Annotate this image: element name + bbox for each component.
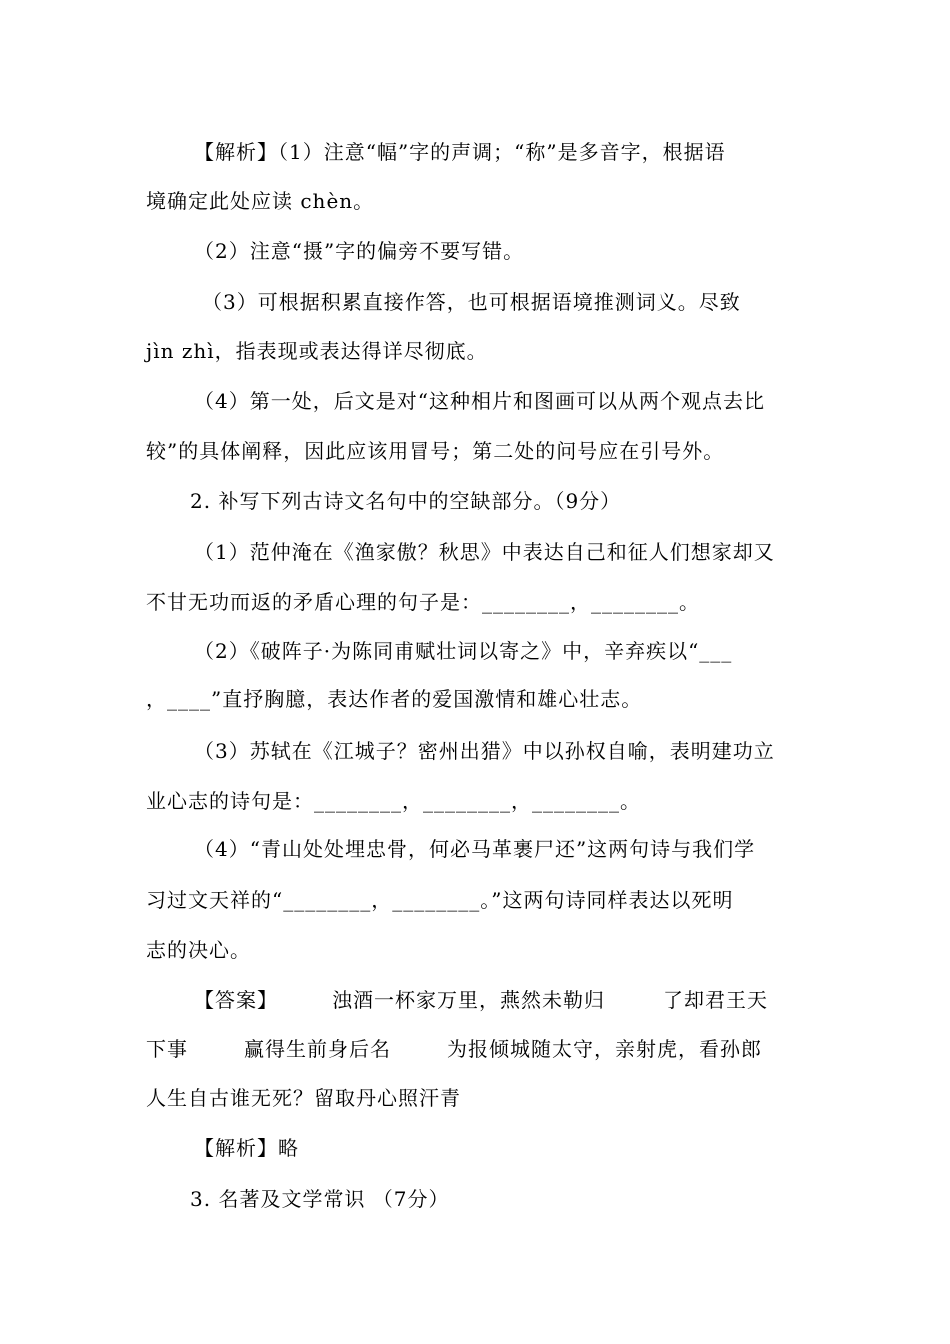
- analysis-q1-item2: （2）注意“摄”字的偏旁不要写错。: [194, 239, 525, 263]
- answer-part-e: 为报倾城随太守，亲射虎，看孙郎: [447, 1037, 762, 1061]
- q2-item4-line2: 习过文天祥的“________，________。”这两句诗同样表达以死明: [146, 888, 734, 912]
- analysis-q1-item4-line1: （4）第一处，后文是对“这种相片和图画可以从两个观点去比: [194, 389, 765, 413]
- q2-analysis: 【解析】略: [194, 1136, 299, 1160]
- q2-item4-line3: 志的决心。: [146, 938, 251, 962]
- answer-label: 【答案】: [194, 988, 278, 1012]
- question3-title: 3. 名著及文学常识 （7分）: [190, 1187, 450, 1211]
- q2-item3-line2: 业心志的诗句是：________，________，________。: [146, 789, 641, 813]
- q2-item2-line2: ，____”直抒胸臆，表达作者的爱国激情和雄心壮志。: [146, 687, 643, 711]
- q2-item2-line1: （2）《破阵子·为陈同甫赋壮词以寄之》中，辛弃疾以“___: [194, 639, 733, 663]
- analysis-q1-item3-line2: jìn zhì，指表现或表达得详尽彻底。: [146, 339, 488, 363]
- answer-part-a: 浊酒一杯家万里，燕然未勒归: [332, 988, 605, 1012]
- q2-item3-line1: （3）苏轼在《江城子？密州出猎》中以孙权自喻，表明建功立: [194, 739, 775, 763]
- analysis-q1-line1: 【解析】（1）注意“幅”字的声调；“称”是多音字，根据语: [194, 140, 726, 164]
- question2-title: 2. 补写下列古诗文名句中的空缺部分。（9分）: [190, 489, 622, 513]
- q2-item1-line2: 不甘无功而返的矛盾心理的句子是：________，________。: [146, 590, 700, 614]
- answer-part-c: 下事: [146, 1037, 188, 1061]
- q2-answer-line2: [146, 1037, 806, 1061]
- answer-part-f: 人生自古谁无死？留取丹心照汗青: [146, 1086, 461, 1110]
- q2-item1-line1: （1）范仲淹在《渔家傲？秋思》中表达自己和征人们想家却又: [194, 540, 775, 564]
- q2-answer-line1: [194, 988, 806, 1012]
- analysis-q1-item4-line2: 较”的具体阐释，因此应该用冒号；第二处的问号应在引号外。: [146, 439, 725, 463]
- analysis-q1-line2: 境确定此处应读 chèn。: [146, 189, 375, 213]
- analysis-q1-item3-line1: （3）可根据积累直接作答，也可根据语境推测词义。尽致: [202, 290, 741, 314]
- answer-part-d: 赢得生前身后名: [244, 1037, 391, 1061]
- q2-item4-line1: （4）“青山处处埋忠骨，何必马革裹尸还”这两句诗与我们学: [194, 837, 756, 861]
- answer-part-b: 了却君王天: [663, 988, 768, 1012]
